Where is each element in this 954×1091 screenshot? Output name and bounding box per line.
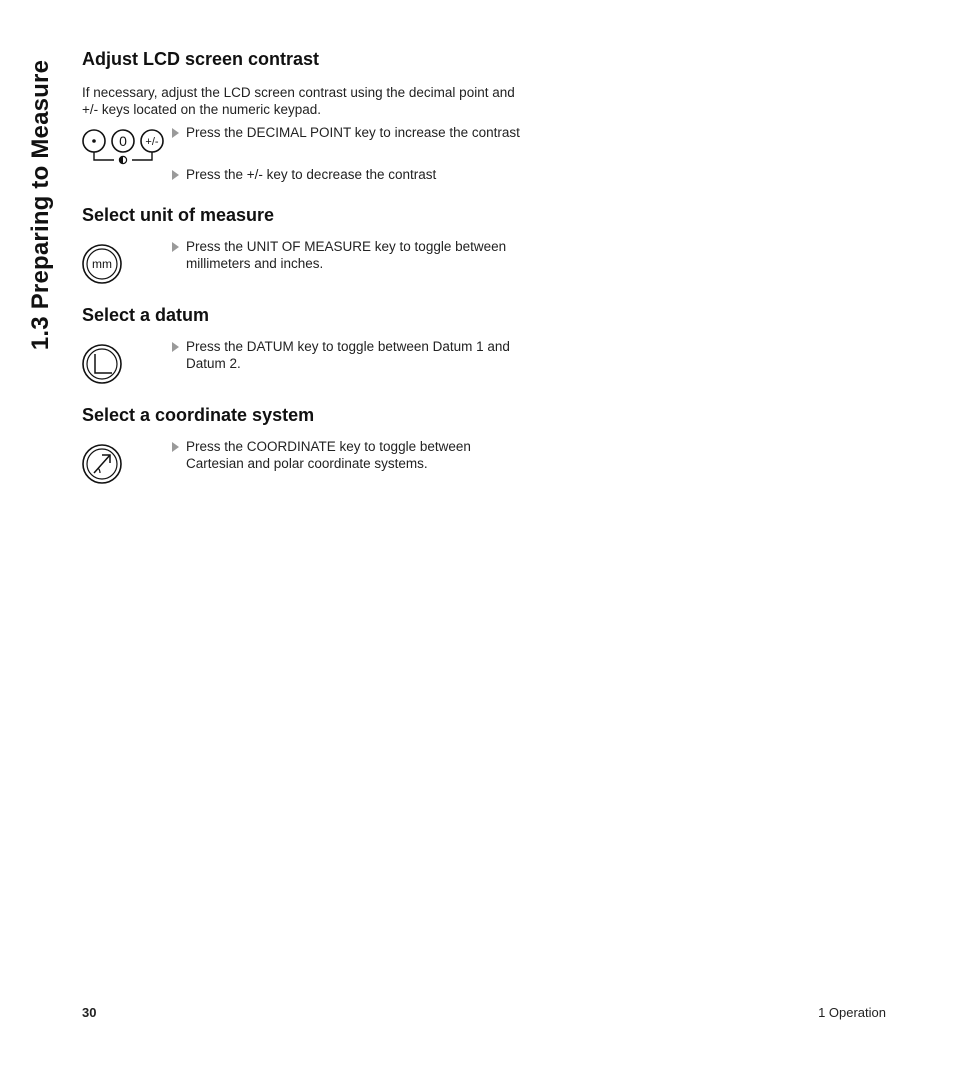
zero-key-icon xyxy=(112,130,134,152)
step-arrow-icon xyxy=(172,342,179,352)
datum-step xyxy=(172,339,532,372)
contrast-bracket-icon xyxy=(94,152,152,164)
contrast-step-increase-text: Press the DECIMAL POINT key to increase the contrast xyxy=(186,125,520,140)
page-number: 30 xyxy=(82,1005,97,1020)
decimal-point-key-icon xyxy=(83,130,105,152)
step-arrow-icon xyxy=(172,170,179,180)
unit-of-measure-key-icon xyxy=(82,242,124,286)
datum-key-icon xyxy=(82,342,124,386)
heading-contrast: Adjust LCD screen contrast xyxy=(82,49,320,69)
coordinate-key-icon xyxy=(82,442,124,486)
unit-key-label: mm xyxy=(92,257,112,271)
coordinate-step xyxy=(172,439,532,472)
step-arrow-icon xyxy=(172,128,179,138)
side-title xyxy=(24,55,58,355)
chapter-label: 1 Operation xyxy=(818,1005,886,1020)
coordinate-step-text: Press the COORDINATE key to toggle between Cartesian and polar coordinate systems. xyxy=(186,439,471,471)
contrast-step-decrease-text: Press the +/- key to decrease the contrast xyxy=(186,167,437,182)
step-arrow-icon xyxy=(172,442,179,452)
unit-step xyxy=(172,239,532,272)
datum-step-text: Press the DATUM key to toggle between Datum 1 and Datum 2. xyxy=(186,339,510,371)
zero-key-label: 0 xyxy=(119,133,127,149)
heading-unit: Select unit of measure xyxy=(82,205,275,225)
contrast-intro: If necessary, adjust the LCD screen contrast using the decimal point and +/- keys located on the numeric keypad. xyxy=(82,85,515,117)
heading-coordinate: Select a coordinate system xyxy=(82,405,315,425)
plus-minus-key-icon xyxy=(141,130,163,152)
unit-step-text: Press the UNIT OF MEASURE key to toggle between millimeters and inches. xyxy=(186,239,507,271)
heading-datum: Select a datum xyxy=(82,305,210,325)
step-arrow-icon xyxy=(172,242,179,252)
side-title-text: 1.3 Preparing to Measure xyxy=(27,59,55,351)
contrast-keys-icon xyxy=(82,128,166,168)
contrast-step-increase xyxy=(172,125,532,142)
contrast-step-decrease xyxy=(172,167,532,184)
plus-minus-key-label: +/- xyxy=(145,136,159,148)
